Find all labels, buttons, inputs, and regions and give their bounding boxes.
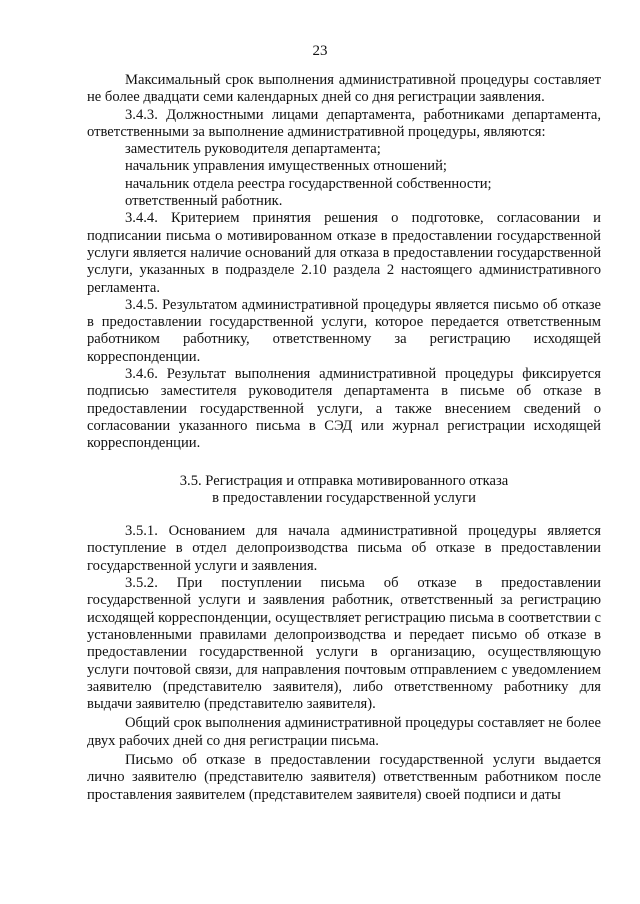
- section-heading-line-2: в предоставлении государственной услуги: [212, 489, 476, 506]
- section-heading-3-5: [87, 473, 601, 508]
- list-item-deputy-head: заместитель руководителя департамента;: [125, 141, 381, 158]
- paragraph-letter-issuance: Письмо об отказе в предоставлении государственной услуги выдается лично заявителю (представителю заявителя) ответственным работником после проставления заявителем (представителем заявителя) своей подписи и даты: [87, 751, 601, 803]
- list-item-registry-department-head: начальник отдела реестра государственной собственности;: [125, 175, 492, 192]
- paragraph-3-4-5: 3.4.5. Результатом административной процедуры является письмо об отказе в предоставлении государственной услуги, которое передается ответственным работником работнику, ответственному за регистрацию исходящей корреспонденции.: [87, 296, 601, 365]
- list-item-responsible-worker: ответственный работник.: [125, 193, 283, 210]
- paragraph-3-4-3: 3.4.3. Должностными лицами департамента, работниками департамента, ответственными за выполнение административной процедуры, являются:: [87, 106, 601, 140]
- document-body: [87, 72, 601, 804]
- paragraph-3-5-2: 3.5.2. При поступлении письма об отказе в предоставлении государственной услуги и заявления работник, ответственный за регистрацию исходящей корреспонденции, осуществляет регистрацию письма в соответствии с установленными правилами делопроизводства и передает письмо об отказе в предоставлении государственной услуги в организацию, осуществляющую услуги почтовой связи, для направления почтовым отправлением с уведомлением заявителю (представителю заявителя), либо ответственному работнику для выдачи заявителю (представителю заявителя).: [87, 575, 601, 713]
- page-number: 23: [312, 43, 328, 59]
- paragraph-total-term: Общий срок выполнения административной процедуры составляет не более двух рабочих дней со дня регистрации письма.: [87, 715, 601, 749]
- list-item-property-relations-head: начальник управления имущественных отношений;: [125, 158, 447, 175]
- section-heading-line-1: 3.5. Регистрация и отправка мотивированного отказа: [179, 472, 509, 489]
- paragraph-max-term: Максимальный срок выполнения административной процедуры составляет не более двадцати семи календарных дней со дня регистрации заявления.: [87, 72, 601, 106]
- paragraph-3-4-6: 3.4.6. Результат выполнения административной процедуры фиксируется подписью заместителя руководителя департамента в письме об отказе в предоставлении государственной услуги, а также внесением сведений о согласовании указанного письма в СЭД или журнал регистрации исходящей корреспонденции.: [87, 366, 601, 452]
- paragraph-3-4-4: 3.4.4. Критерием принятия решения о подготовке, согласовании и подписании письма о мотивированном отказе в предоставлении государственной услуги является наличие оснований для отказа в предоставлении государственной услуги, указанных в подразделе 2.10 раздела 2 настоящего административного регламента.: [87, 210, 601, 296]
- paragraph-3-5-1: 3.5.1. Основанием для начала административной процедуры является поступление в отдел делопроизводства письма об отказе в предоставлении государственной услуги и заявления.: [87, 523, 601, 574]
